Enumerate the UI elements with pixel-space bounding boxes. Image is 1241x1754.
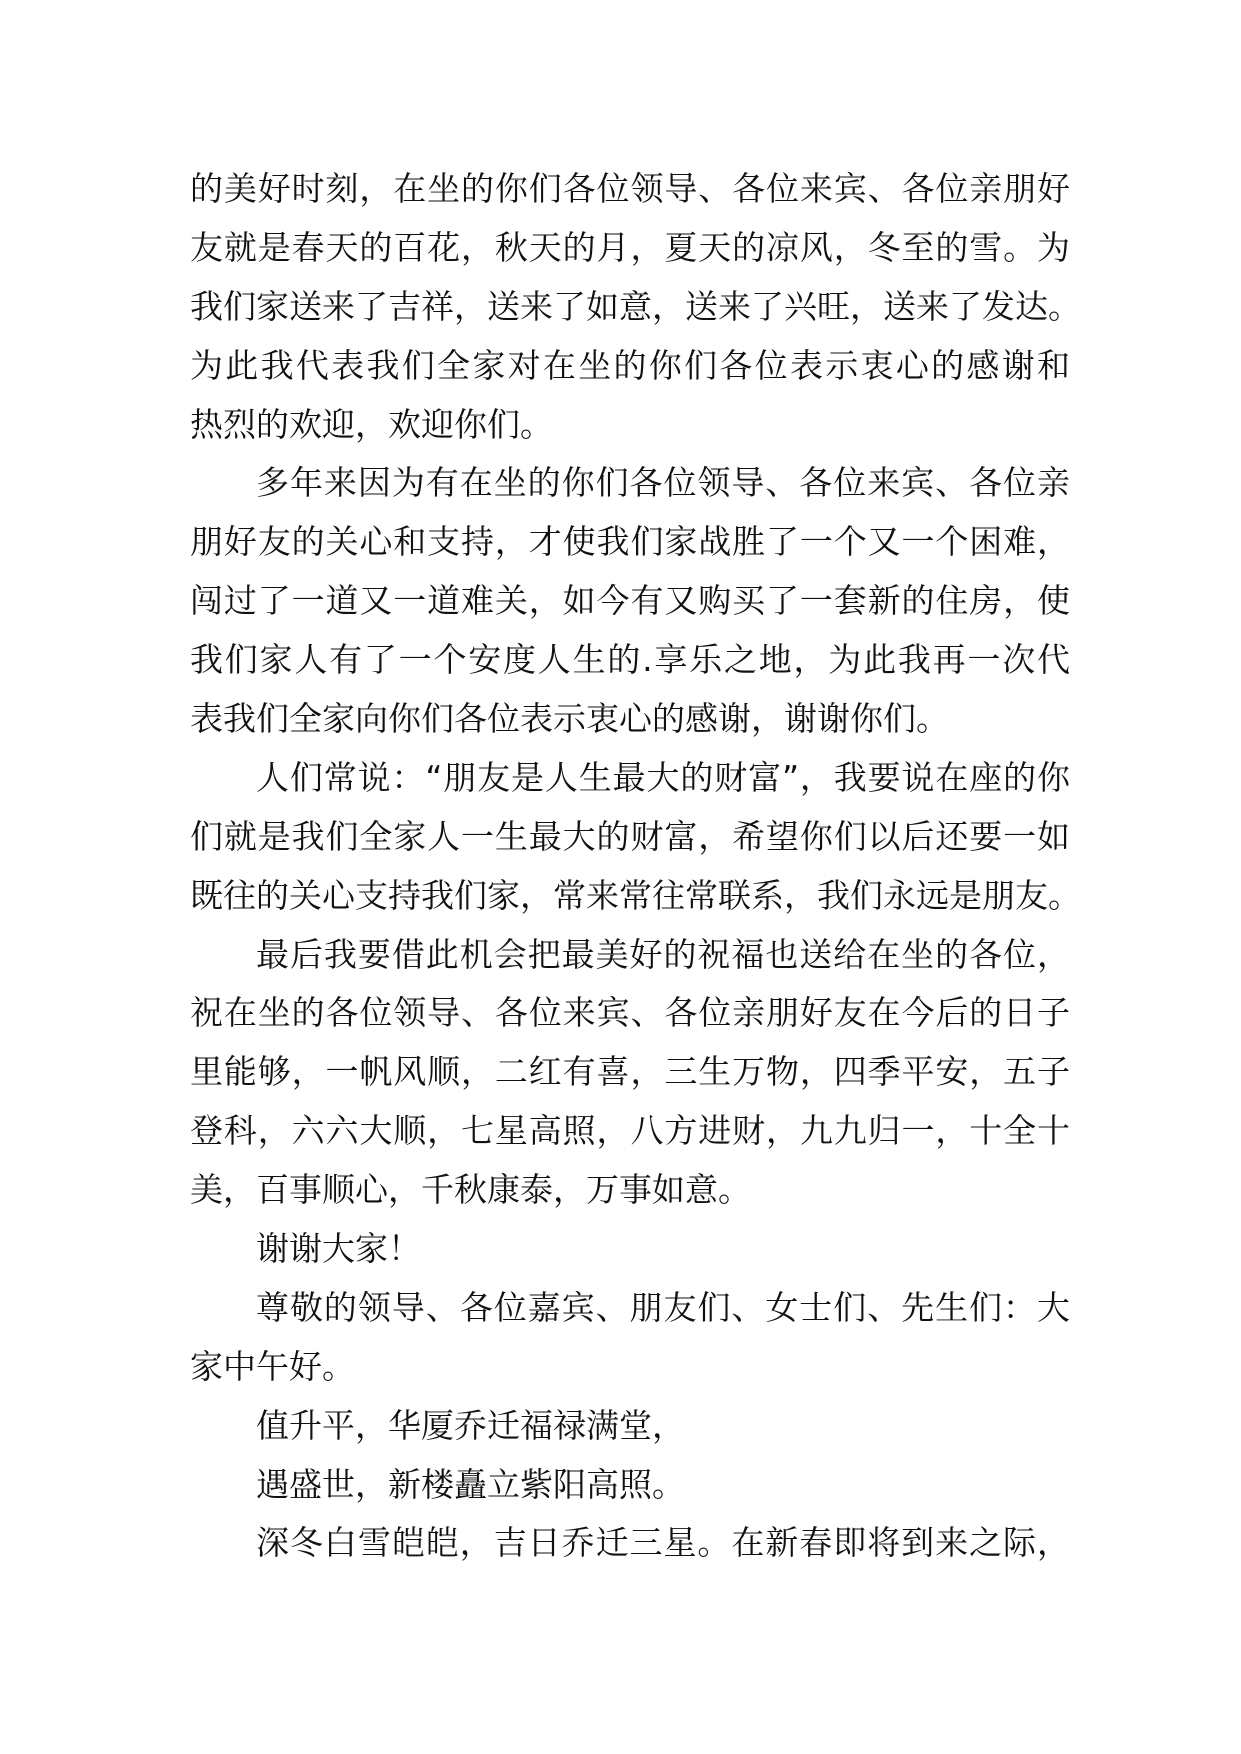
text-line: 多年来因为有在坐的你们各位领导、各位来宾、各位亲 [256,463,1070,503]
text-line: 登科，六六大顺，七星高照，八方进财，九九归一，十全十 [190,1111,1070,1151]
text-line: 我们家送来了吉祥，送来了如意，送来了兴旺，送来了发达。 [190,286,1081,326]
text-line: 遇盛世，新楼矗立紫阳高照。 [256,1464,685,1504]
text-line: 友就是春天的百花，秋天的月，夏天的凉风，冬至的雪。为 [190,227,1070,267]
text-line: 表我们全家向你们各位表示衷心的感谢，谢谢你们。 [190,699,949,739]
text-line: 为此我代表我们全家对在坐的你们各位表示衷心的感谢和 [190,345,1070,385]
text-line: 尊敬的领导、各位嘉宾、朋友们、女士们、先生们：大 [256,1287,1070,1327]
text-line: 我们家人有了一个安度人生的.享乐之地，为此我再一次代 [190,640,1070,680]
body-text [190,160,1081,1573]
text-line: 人们常说：“朋友是人生最大的财富”，我要说在座的你 [256,757,1070,797]
text-line: 既往的关心支持我们家，常来常往常联系，我们永远是朋友。 [190,875,1081,915]
text-line: 热烈的欢迎，欢迎你们。 [190,404,553,444]
text-line: 们就是我们全家人一生最大的财富，希望你们以后还要一如 [190,816,1070,856]
text-line: 深冬白雪皑皑，吉日乔迁三星。在新春即将到来之际， [256,1523,1070,1563]
text-line: 谢谢大家！ [256,1229,421,1269]
text-line: 里能够，一帆风顺，二红有喜，三生万物，四季平安，五子 [190,1052,1070,1092]
text-line: 祝在坐的各位领导、各位来宾、各位亲朋好友在今后的日子 [190,993,1070,1033]
text-line: 朋好友的关心和支持，才使我们家战胜了一个又一个困难， [190,522,1070,562]
text-line: 闯过了一道又一道难关，如今有又购买了一套新的住房，使 [190,581,1070,621]
text-line: 最后我要借此机会把最美好的祝福也送给在坐的各位， [256,934,1070,974]
text-line: 家中午好。 [190,1346,355,1386]
text-line: 美，百事顺心，千秋康泰，万事如意。 [190,1170,751,1210]
text-line: 值升平，华厦乔迁福禄满堂， [256,1405,685,1445]
text-line: 的美好时刻，在坐的你们各位领导、各位来宾、各位亲朋好 [190,169,1070,208]
